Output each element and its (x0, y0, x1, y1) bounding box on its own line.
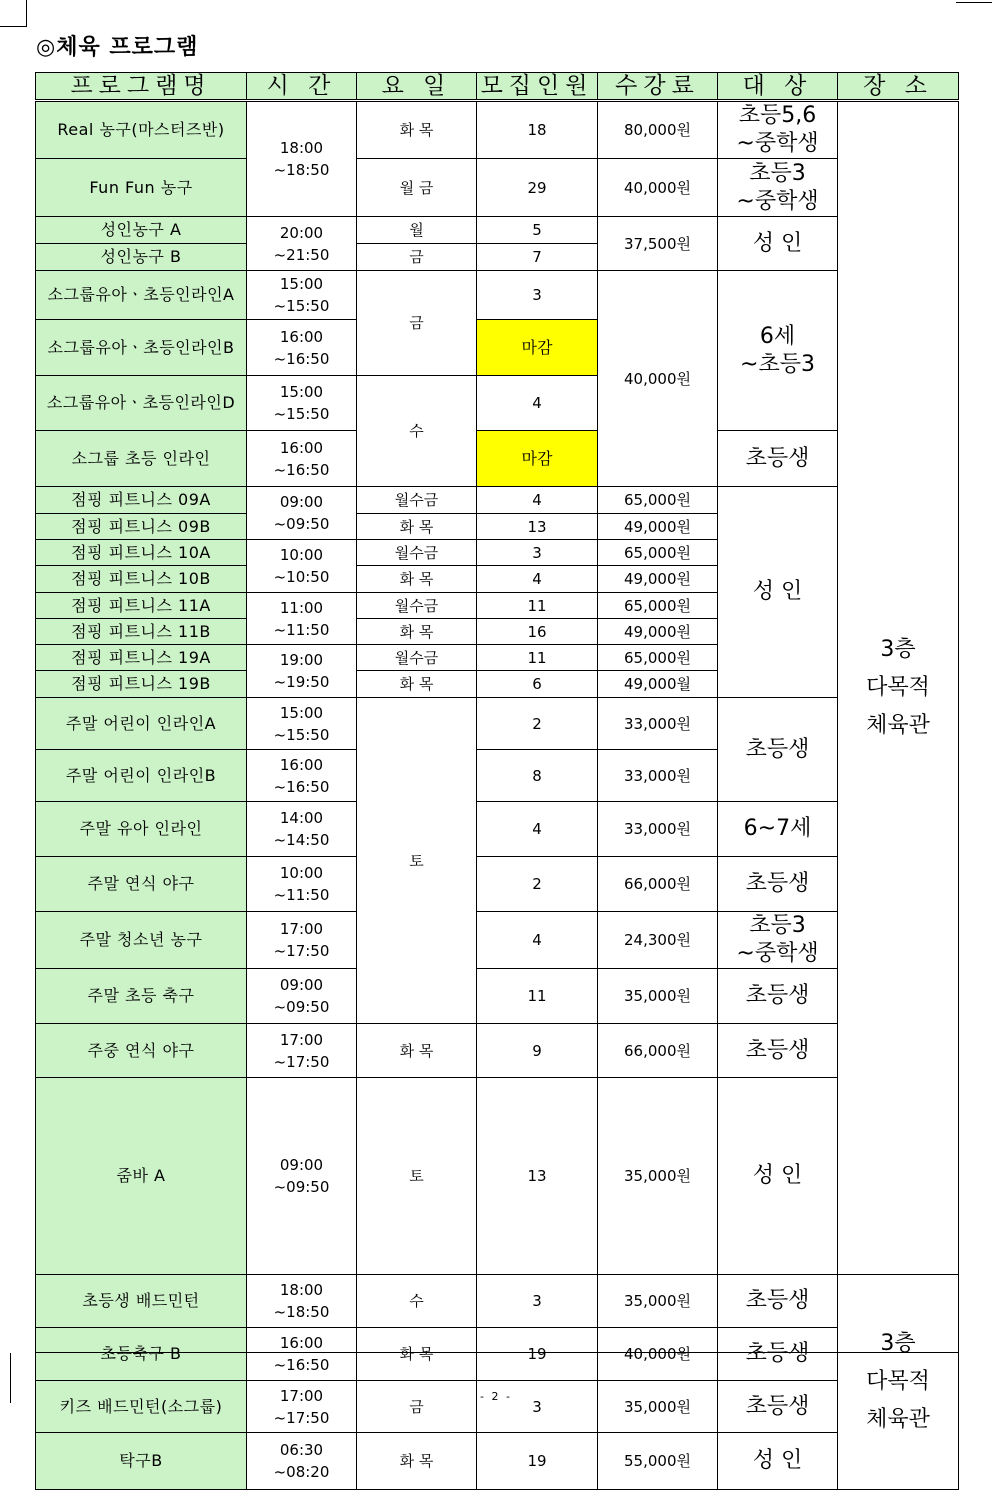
capacity-cell: 4 (477, 566, 598, 593)
program-name: 소그룹유아ㆍ초등인라인B (36, 320, 247, 376)
fee-cell: 37,500원 (598, 217, 718, 271)
target-cell: 초등생 (718, 857, 838, 912)
program-name: 주말 청소년 농구 (36, 912, 247, 969)
fee-cell: 35,000원 (598, 1078, 718, 1275)
target-cell: 초등생 (718, 1275, 838, 1328)
program-name: 성인농구 B (36, 244, 247, 271)
capacity-cell: 2 (477, 857, 598, 912)
fee-cell: 80,000원 (598, 101, 718, 159)
program-name: 주말 연식 야구 (36, 857, 247, 912)
target-cell: 초등생 (718, 698, 838, 802)
day-cell: 금 (357, 1381, 477, 1433)
target-cell: 6세 ~초등3 (718, 271, 838, 431)
capacity-cell: 11 (477, 593, 598, 619)
target-cell: 성 인 (718, 217, 838, 271)
capacity-closed-badge: 마감 (477, 320, 598, 376)
day-cell: 수 (357, 1275, 477, 1328)
day-cell: 화 목 (357, 566, 477, 593)
day-cell: 토 (357, 1078, 477, 1275)
header-row (36, 73, 959, 101)
target-cell: 초등3 ~중학생 (718, 159, 838, 217)
capacity-cell: 29 (477, 159, 598, 217)
location-cell: 3층 다목적 체육관 (838, 101, 959, 1275)
fee-cell: 49,000월 (598, 671, 718, 698)
capacity-closed-badge: 마감 (477, 431, 598, 487)
day-cell: 월수금 (357, 540, 477, 566)
program-table (35, 72, 959, 1490)
program-name: 초등축구 B (36, 1328, 247, 1381)
program-name: 점핑 피트니스 10A (36, 540, 247, 566)
time-cell: 16:00 ~16:50 (247, 320, 357, 376)
capacity-cell: 19 (477, 1433, 598, 1490)
capacity-cell: 3 (477, 1381, 598, 1433)
day-cell: 월수금 (357, 645, 477, 671)
program-name: 줌바 A (36, 1078, 247, 1275)
program-name: 주말 어린이 인라인B (36, 750, 247, 802)
capacity-cell: 6 (477, 671, 598, 698)
section-title: ◎체육 프로그램 (36, 35, 199, 60)
time-cell: 09:00 ~09:50 (247, 1078, 357, 1275)
program-name: 점핑 피트니스 11B (36, 619, 247, 645)
day-cell: 토 (357, 698, 477, 1024)
capacity-cell: 3 (477, 1275, 598, 1328)
fee-cell: 65,000원 (598, 645, 718, 671)
fee-cell: 65,000원 (598, 487, 718, 514)
capacity-cell: 13 (477, 1078, 598, 1275)
page-number: - 2 - (480, 1390, 512, 1403)
target-cell: 초등생 (718, 431, 838, 487)
program-name: 점핑 피트니스 19A (36, 645, 247, 671)
program-name: 소그룹유아ㆍ초등인라인A (36, 271, 247, 320)
capacity-cell: 19 (477, 1328, 598, 1381)
day-cell: 금 (357, 271, 477, 376)
time-cell: 17:00 ~17:50 (247, 912, 357, 969)
day-cell: 화 목 (357, 101, 477, 159)
program-name: 탁구B (36, 1433, 247, 1490)
program-name: 소그룹 초등 인라인 (36, 431, 247, 487)
time-cell: 20:00 ~21:50 (247, 217, 357, 271)
target-cell: 초등생 (718, 1328, 838, 1381)
fee-cell: 40,000원 (598, 159, 718, 217)
table-row (36, 487, 959, 514)
day-cell: 화 목 (357, 619, 477, 645)
fee-cell: 55,000원 (598, 1433, 718, 1490)
day-cell: 수 (357, 376, 477, 487)
fee-cell: 66,000원 (598, 857, 718, 912)
time-cell: 10:00 ~10:50 (247, 540, 357, 593)
fee-cell: 40,000원 (598, 1328, 718, 1381)
capacity-cell: 8 (477, 750, 598, 802)
day-cell: 금 (357, 244, 477, 271)
header-target: 대 상 (718, 73, 838, 101)
table-bottom-rule (35, 1352, 958, 1353)
table-row (36, 857, 959, 912)
table-row (36, 912, 959, 969)
corner-mark-top-right (956, 0, 992, 3)
program-name: 점핑 피트니스 11A (36, 593, 247, 619)
day-cell: 화 목 (357, 1433, 477, 1490)
table-row (36, 969, 959, 1024)
capacity-cell: 11 (477, 969, 598, 1024)
day-cell: 월수금 (357, 593, 477, 619)
fee-cell: 33,000원 (598, 802, 718, 857)
table-row (36, 1381, 959, 1433)
time-cell: 16:00 ~16:50 (247, 431, 357, 487)
time-cell: 19:00 ~19:50 (247, 645, 357, 698)
table-row (36, 1024, 959, 1078)
day-cell: 화 목 (357, 514, 477, 540)
program-name: 소그룹유아ㆍ초등인라인D (36, 376, 247, 431)
fee-cell: 35,000원 (598, 1275, 718, 1328)
program-name: Fun Fun 농구 (36, 159, 247, 217)
time-cell: 10:00 ~11:50 (247, 857, 357, 912)
corner-mark-top-left (0, 0, 27, 27)
fee-cell: 49,000원 (598, 566, 718, 593)
capacity-cell: 4 (477, 376, 598, 431)
target-cell: 성 인 (718, 1433, 838, 1490)
time-cell: 06:30 ~08:20 (247, 1433, 357, 1490)
time-cell: 17:00 ~17:50 (247, 1381, 357, 1433)
program-name: 주중 연식 야구 (36, 1024, 247, 1078)
fee-cell: 65,000원 (598, 540, 718, 566)
table-row (36, 159, 959, 217)
program-name: 초등생 배드민턴 (36, 1275, 247, 1328)
program-name: 주말 유아 인라인 (36, 802, 247, 857)
table-row (36, 1275, 959, 1328)
time-cell: 15:00 ~15:50 (247, 698, 357, 750)
program-name: 점핑 피트니스 19B (36, 671, 247, 698)
header-capacity: 모집인원 (477, 73, 598, 101)
time-cell: 09:00 ~09:50 (247, 487, 357, 540)
table-row (36, 271, 959, 320)
day-cell: 월 (357, 217, 477, 244)
time-cell: 14:00 ~14:50 (247, 802, 357, 857)
program-name: 성인농구 A (36, 217, 247, 244)
header-program-name: 프로그램명 (36, 73, 247, 101)
program-name: 점핑 피트니스 09B (36, 514, 247, 540)
target-cell: 초등생 (718, 969, 838, 1024)
target-cell: 초등생 (718, 1381, 838, 1433)
time-cell: 09:00 ~09:50 (247, 969, 357, 1024)
program-name: 주말 어린이 인라인A (36, 698, 247, 750)
header-location: 장 소 (838, 73, 959, 101)
target-cell: 성 인 (718, 487, 838, 698)
capacity-cell: 18 (477, 101, 598, 159)
fee-cell: 49,000원 (598, 619, 718, 645)
table-row (36, 431, 959, 487)
table-row (36, 217, 959, 244)
time-cell: 11:00 ~11:50 (247, 593, 357, 645)
target-cell: 초등3 ~중학생 (718, 912, 838, 969)
time-cell: 18:00 ~18:50 (247, 1275, 357, 1328)
capacity-cell: 3 (477, 271, 598, 320)
fee-cell: 35,000원 (598, 969, 718, 1024)
target-cell: 성 인 (718, 1078, 838, 1275)
capacity-cell: 4 (477, 487, 598, 514)
location-cell: 3층 다목적 체육관 (838, 1275, 959, 1490)
fee-cell: 40,000원 (598, 271, 718, 487)
table-row (36, 1433, 959, 1490)
target-cell: 초등생 (718, 1024, 838, 1078)
program-name: 주말 초등 축구 (36, 969, 247, 1024)
target-cell: 초등5,6 ~중학생 (718, 101, 838, 159)
table-row (36, 802, 959, 857)
table-row (36, 1078, 959, 1275)
day-cell: 월 금 (357, 159, 477, 217)
time-cell: 15:00 ~15:50 (247, 376, 357, 431)
time-cell: 16:00 ~16:50 (247, 1328, 357, 1381)
header-time: 시 간 (247, 73, 357, 101)
fee-cell: 35,000원 (598, 1381, 718, 1433)
capacity-cell: 16 (477, 619, 598, 645)
table-row (36, 101, 959, 159)
header-day: 요 일 (357, 73, 477, 101)
fee-cell: 66,000원 (598, 1024, 718, 1078)
capacity-cell: 11 (477, 645, 598, 671)
capacity-cell: 4 (477, 912, 598, 969)
target-cell: 6~7세 (718, 802, 838, 857)
day-cell: 화 목 (357, 1328, 477, 1381)
day-cell: 월수금 (357, 487, 477, 514)
time-cell: 18:00 ~18:50 (247, 101, 357, 217)
program-name: Real 농구(마스터즈반) (36, 101, 247, 159)
fee-cell: 65,000원 (598, 593, 718, 619)
capacity-cell: 4 (477, 802, 598, 857)
day-cell: 화 목 (357, 1024, 477, 1078)
time-cell: 17:00 ~17:50 (247, 1024, 357, 1078)
capacity-cell: 9 (477, 1024, 598, 1078)
fee-cell: 49,000원 (598, 514, 718, 540)
fee-cell: 24,300원 (598, 912, 718, 969)
capacity-cell: 13 (477, 514, 598, 540)
capacity-cell: 3 (477, 540, 598, 566)
time-cell: 16:00 ~16:50 (247, 750, 357, 802)
capacity-cell: 2 (477, 698, 598, 750)
day-cell: 화 목 (357, 671, 477, 698)
program-name: 점핑 피트니스 09A (36, 487, 247, 514)
program-name: 키즈 배드민턴(소그룹) (36, 1381, 247, 1433)
fee-cell: 33,000원 (598, 750, 718, 802)
time-cell: 15:00 ~15:50 (247, 271, 357, 320)
program-name: 점핑 피트니스 10B (36, 566, 247, 593)
table-row (36, 1328, 959, 1381)
header-fee: 수강료 (598, 73, 718, 101)
capacity-cell: 7 (477, 244, 598, 271)
table-row (36, 698, 959, 750)
capacity-cell: 5 (477, 217, 598, 244)
fee-cell: 33,000원 (598, 698, 718, 750)
